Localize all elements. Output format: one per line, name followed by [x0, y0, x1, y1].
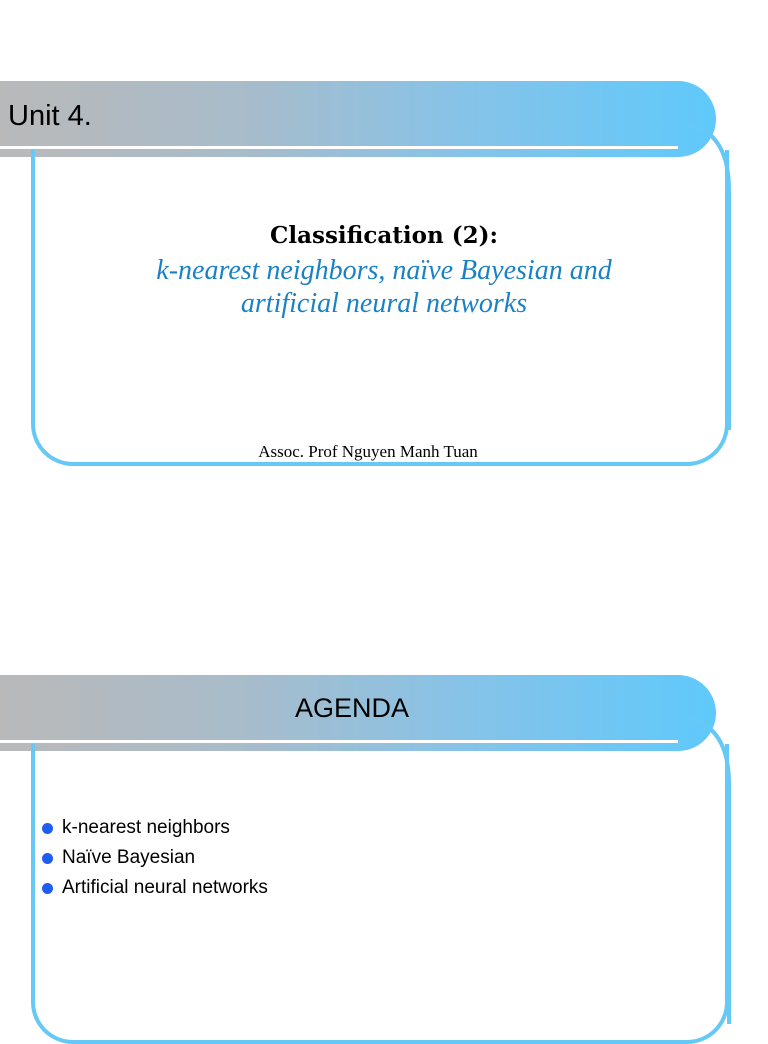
agenda-list — [42, 813, 268, 903]
list-item — [42, 873, 268, 903]
list-item-label: Naïve Bayesian — [62, 847, 196, 868]
list-item — [42, 813, 268, 843]
agenda-slide — [0, 600, 768, 1024]
bullet-dot-icon — [42, 823, 53, 834]
list-item — [42, 843, 268, 873]
subtitle-line-1: k-nearest neighbors, naïve Bayesian and — [156, 255, 612, 286]
list-item-label: k-nearest neighbors — [62, 817, 230, 838]
frame-corner-arc — [0, 600, 768, 1024]
title-slide — [0, 0, 768, 480]
agenda-heading: AGENDA — [294, 693, 410, 723]
list-item-label: Artificial neural networks — [62, 877, 268, 898]
slide-title: Classification (2): — [270, 222, 498, 249]
author-name: Assoc. Prof Nguyen Manh Tuan — [258, 442, 478, 461]
slide-subtitle — [60, 254, 708, 320]
subtitle-line-2: artificial neural networks — [240, 288, 528, 319]
bullet-dot-icon — [42, 883, 53, 894]
unit-label: Unit 4. — [8, 100, 92, 132]
bullet-dot-icon — [42, 853, 53, 864]
